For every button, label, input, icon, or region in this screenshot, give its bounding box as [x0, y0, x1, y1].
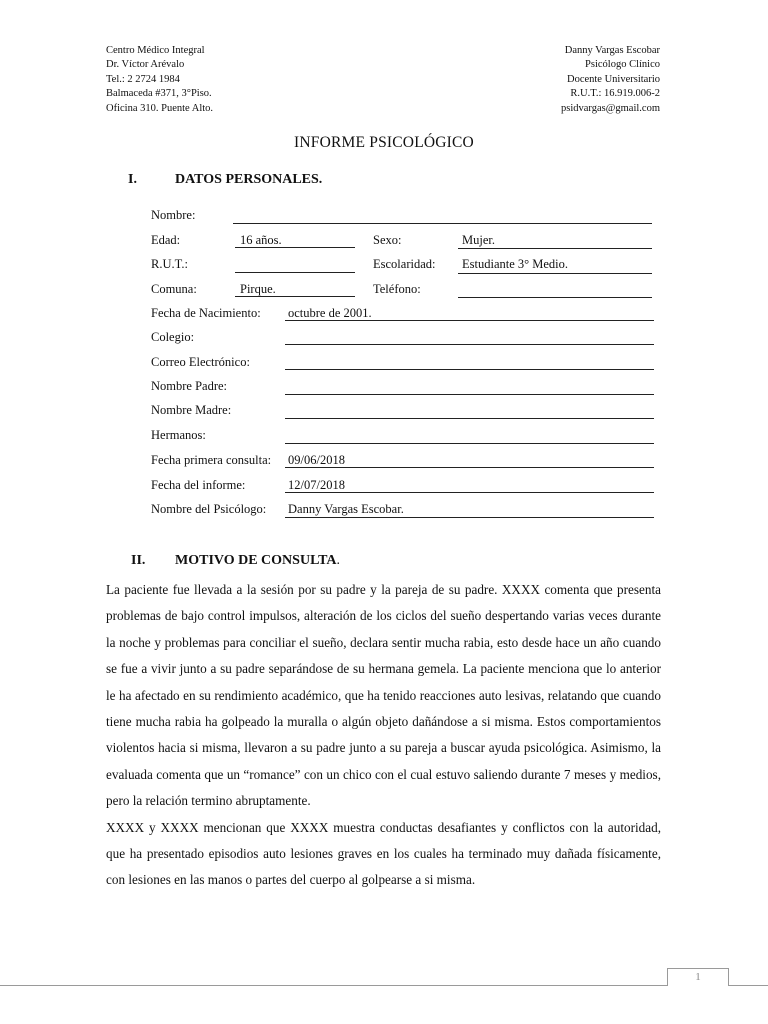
field-label-edad: Edad:: [151, 233, 181, 247]
section-2-number: II.: [131, 553, 146, 568]
document-title: INFORME PSICOLÓGICO: [294, 134, 474, 151]
field-value-fecha-informe: 12/07/2018: [288, 478, 345, 492]
field-label-telefono: Teléfono:: [373, 282, 421, 296]
field-value-primera-consulta: 09/06/2018: [288, 453, 345, 467]
section-2-title: [175, 553, 340, 569]
field-label-correo: Correo Electrónico:: [151, 355, 250, 369]
footer-divider: [0, 985, 768, 986]
field-label-padre: Nombre Padre:: [151, 379, 228, 393]
page-number: 1: [667, 968, 729, 986]
psychologist-rut: R.U.T.: 16.919.006-2: [570, 88, 660, 100]
field-line-hermanos: [285, 443, 654, 444]
field-line-padre: [285, 394, 654, 395]
letterhead-left: [106, 44, 213, 116]
field-value-comuna: Pirque.: [240, 282, 276, 296]
field-label-colegio: Colegio:: [151, 330, 195, 344]
field-value-edad: 16 años.: [240, 233, 282, 247]
clinic-phone: Tel.: 2 2724 1984: [106, 73, 180, 85]
field-line-fecha-informe: [285, 492, 654, 493]
field-label-madre: Nombre Madre:: [151, 403, 232, 417]
field-line-correo: [285, 369, 654, 370]
field-value-nacimiento: octubre de 2001.: [288, 306, 372, 320]
psychologist-role: Docente Universitario: [566, 73, 660, 85]
field-line-rut: [235, 272, 355, 273]
psychologist-name: Danny Vargas Escobar: [564, 45, 660, 56]
field-label-hermanos: Hermanos:: [151, 428, 206, 442]
paragraph-2: XXXX y XXXX mencionan que XXXX muestra conductas desafiantes y conflictos con la autoridad, que ha presentado episodios auto lesiones graves en los cuales ha terminado muy dañada físicamente, con lesiones en las manos o partes del cuerpo al golpearse a si misma.: [106, 819, 661, 888]
field-line-psicologo: [285, 517, 654, 518]
field-line-comuna: [235, 296, 355, 297]
field-line-telefono: [458, 297, 652, 298]
clinic-office: Oficina 310. Puente Alto.: [106, 102, 214, 114]
field-label-psicologo: Nombre del Psicólogo:: [151, 502, 267, 516]
section-2-title-suffix: .: [336, 553, 341, 568]
psychologist-title: Psicólogo Clínico: [585, 59, 660, 71]
field-value-psicologo: Danny Vargas Escobar.: [288, 502, 404, 516]
field-line-sexo: [458, 248, 652, 249]
section-1-title: DATOS PERSONALES.: [175, 172, 323, 187]
field-line-edad: [235, 247, 355, 248]
field-label-primera-consulta: Fecha primera consulta:: [151, 453, 272, 467]
clinic-name: Centro Médico Integral: [106, 45, 205, 56]
field-label-rut: R.U.T.:: [151, 257, 188, 271]
field-label-nombre: Nombre:: [151, 208, 196, 222]
field-label-comuna: Comuna:: [151, 282, 197, 296]
field-line-nacimiento: [285, 320, 654, 321]
field-line-madre: [285, 418, 654, 419]
field-line-colegio: [285, 344, 654, 345]
field-value-escolaridad: Estudiante 3° Medio.: [462, 257, 569, 271]
field-line-nombre: [233, 223, 652, 224]
section-1-number: I.: [128, 172, 137, 187]
clinic-address: Balmaceda #371, 3°Piso.: [106, 88, 212, 100]
consultation-body: [106, 577, 661, 894]
paragraph-1: La paciente fue llevada a la sesión por su padre y la pareja de su padre. XXXX comenta que presenta problemas de bajo control impulsos, alteración de los ciclos del sueño despertando varias veces durante la noche y problemas para conciliar el sueño, declara sentir mucha rabia, esto desde hace un año cuando se fue a vivir junto a su padre separándose de su hermana gemela. La paciente menciona que lo anterior le ha afectado en su rendimiento académico, que ha tenido reacciones auto lesivas, relatando que cuando tiene mucha rabia ha golpeado la muralla o algún objeto dañándose a si misma. Estos comportamientos violentos hacia si misma, llevaron a su padre junto a su pareja a buscar ayuda psicológica. Asimismo, la evaluada comenta que un “romance” con un chico con el cual estuvo saliendo durante 7 meses y medios, pero la relación termino abruptamente.: [106, 582, 661, 809]
field-line-escolaridad: [458, 273, 652, 274]
doctor-name: Dr. Víctor Arévalo: [106, 59, 185, 71]
letterhead-right: [561, 44, 660, 116]
field-label-escolaridad: Escolaridad:: [373, 257, 436, 271]
psychologist-email: psidvargas@gmail.com: [560, 102, 660, 114]
section-2-title-text: MOTIVO DE CONSULTA: [175, 553, 337, 568]
field-label-sexo: Sexo:: [373, 233, 402, 247]
field-label-fecha-informe: Fecha del informe:: [151, 478, 246, 492]
field-value-sexo: Mujer.: [462, 233, 495, 247]
field-label-nacimiento: Fecha de Nacimiento:: [151, 306, 261, 320]
field-line-primera-consulta: [285, 467, 654, 468]
